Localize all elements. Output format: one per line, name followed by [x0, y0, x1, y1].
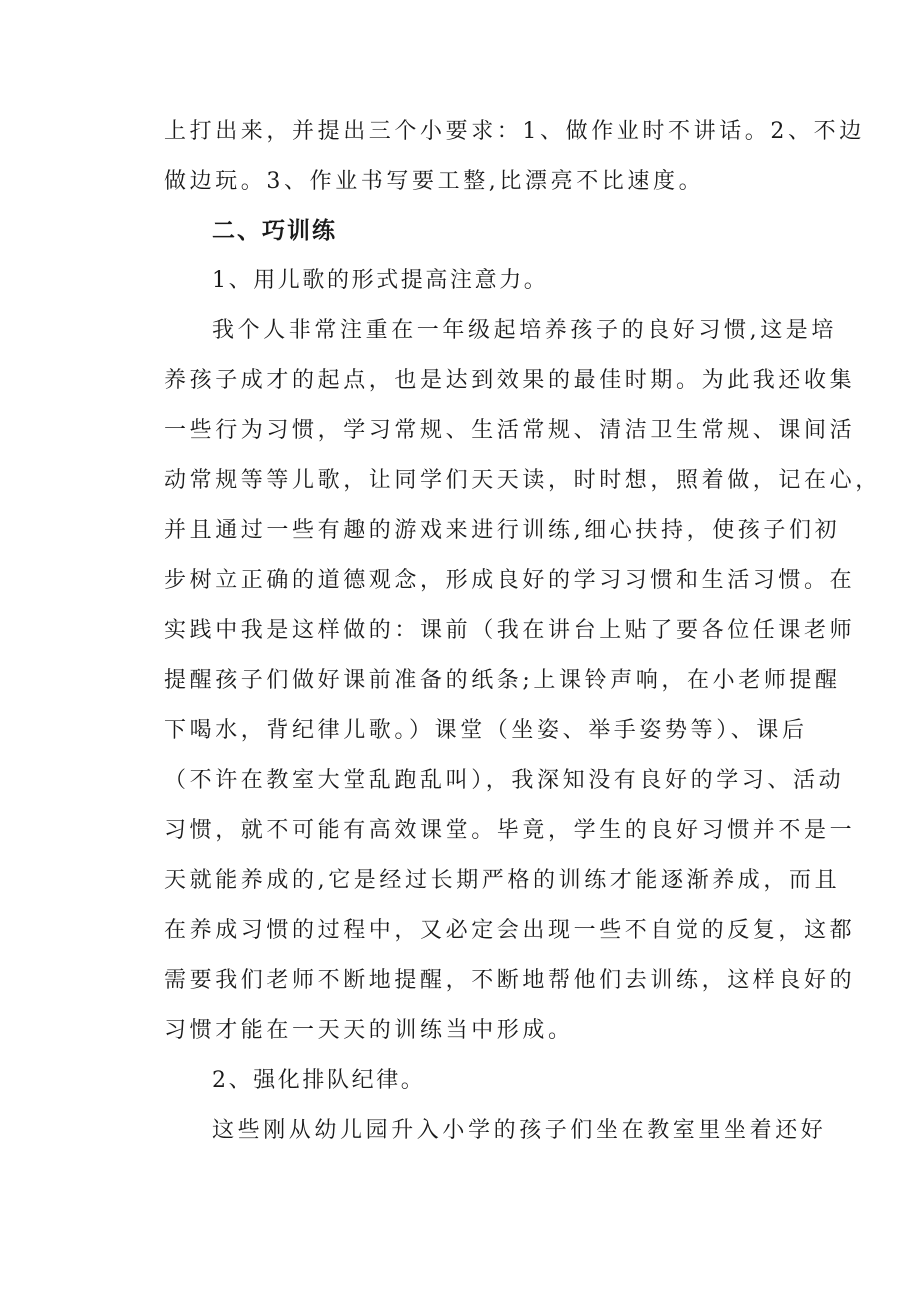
paragraph-1-line-3: 一些行为习惯，学习常规、生活常规、清洁卫生常规、课间活 [164, 418, 856, 443]
paragraph-1-line-12: 天就能养成的,它是经过长期严格的训练才能逐渐养成，而且 [164, 868, 841, 893]
paragraph-1-line-4: 动常规等等儿歌，让同学们天天读，时时想，照着做，记在心， [164, 468, 881, 493]
paragraph-1-line-1: 我个人非常注重在一年级起培养孩子的良好习惯,这是培 [212, 318, 837, 343]
section-heading: 二、巧训练 [212, 217, 337, 244]
paragraph-1-line-9: 下喝水，背纪律儿歌。）课堂（坐姿、举手姿势等）、课后 [164, 718, 808, 743]
intro-line-1: 上打出来，并提出三个小要求：1、做作业时不讲话。2、不边 [164, 119, 865, 144]
paragraph-1-line-10: （不许在教室大堂乱跑乱叫），我深知没有良好的学习、活动 [164, 768, 845, 793]
paragraph-1-line-11: 习惯，就不可能有高效课堂。毕竟，学生的良好习惯并不是一 [164, 818, 856, 843]
paragraph-1-line-5: 并且通过一些有趣的游戏来进行训练,细心扶持，使孩子们初 [164, 518, 841, 543]
intro-line-2: 做边玩。3、作业书写要工整,比漂亮不比速度。 [164, 169, 705, 194]
paragraph-1-line-2: 养孩子成才的起点，也是达到效果的最佳时期。为此我还收集 [164, 368, 856, 393]
paragraph-1-line-15: 习惯才能在一天天的训练当中形成。 [164, 1018, 574, 1043]
item-1-title: 1、用儿歌的形式提高注意力。 [212, 268, 549, 293]
paragraph-2-line-1: 这些刚从幼儿园升入小学的孩子们坐在教室里坐着还好 [212, 1118, 827, 1143]
item-2-title: 2、强化排队纪律。 [212, 1068, 426, 1093]
paragraph-1-line-6: 步树立正确的道德观念，形成良好的学习习惯和生活习惯。在 [164, 568, 856, 593]
paragraph-1-line-13: 在养成习惯的过程中，又必定会出现一些不自觉的反复，这都 [164, 918, 856, 943]
paragraph-1-line-7: 实践中我是这样做的：课前（我在讲台上贴了要各位任课老师 [164, 618, 856, 643]
paragraph-1-line-8: 提醒孩子们做好课前准备的纸条;上课铃声响，在小老师提醒 [164, 668, 841, 693]
paragraph-1-line-14: 需要我们老师不断地提醒，不断地帮他们去训练，这样良好的 [164, 968, 856, 993]
